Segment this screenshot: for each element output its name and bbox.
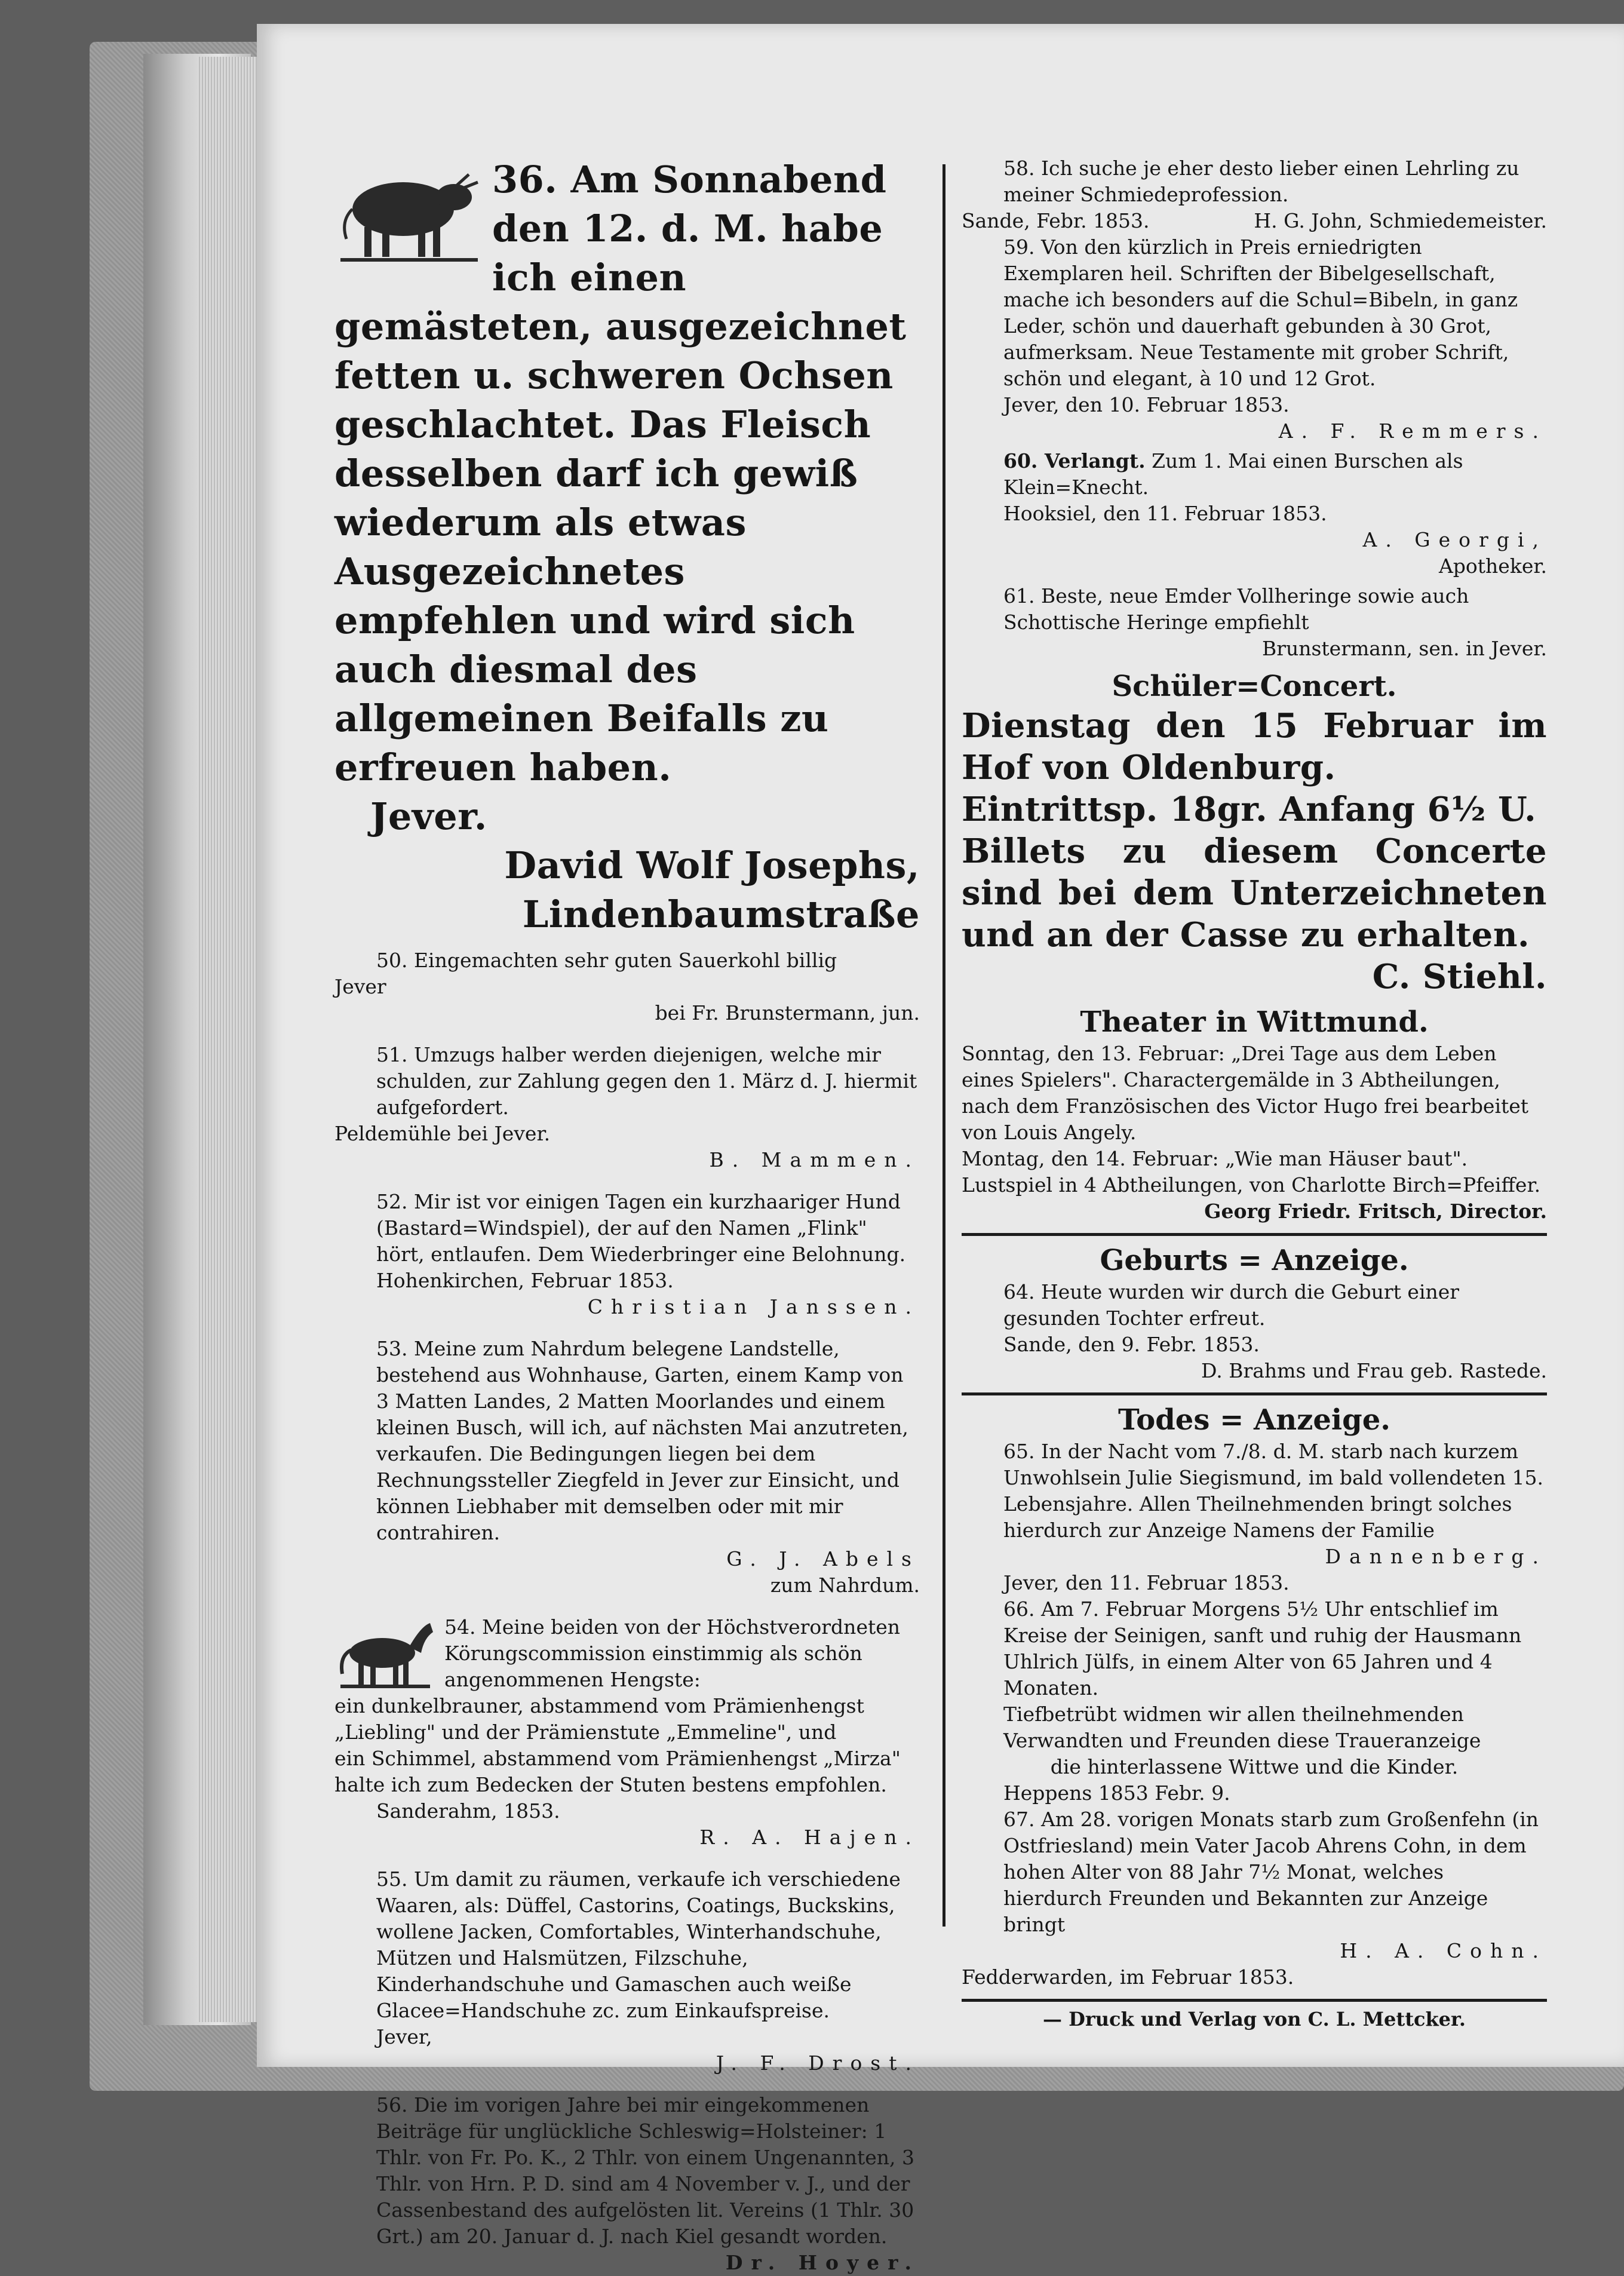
section-rule xyxy=(962,1233,1547,1236)
ad54-sign: R. A. Hajen. xyxy=(699,1826,920,1849)
theater-title: Theater in Wittmund. xyxy=(1080,1005,1429,1039)
ad60-body xyxy=(962,448,1547,501)
ad52-place: Hohenkirchen, Februar 1853. xyxy=(376,1269,674,1292)
ad56-text: 56. Die im vorigen Jahre bei mir eingekommenen Beiträge für unglückliche Schleswig=Holsteiner: 1 Thlr. von Fr. Po. K., 2 Thlr. von einem Ungenannten, 3 Thlr. von Hrn. P. D. sind am 4 November v. J., und der Cassenbestand des aufgelösten lit. Vereins (1 Thlr. 30 Grt.) am 20. Januar d. J. nach Kiel gesandt worden. xyxy=(376,2093,914,2248)
imprint-rule xyxy=(962,1999,1547,2002)
ad65-text: 65. In der Nacht vom 7./8. d. M. starb nach kurzem Unwohlsein Julie Siegismund, im bald vollendeten 15. Lebensjahre. Allen Theilnehmenden bringt solches hierdurch zur Anzeige Namens der Familie xyxy=(1003,1440,1543,1542)
birth-title: Geburts = Anzeige. xyxy=(1100,1244,1409,1277)
ad66-place: Heppens 1853 Febr. 9. xyxy=(1003,1781,1230,1805)
birth-text: 64. Heute wurden wir durch die Geburt einer gesunden Tochter erfreut. xyxy=(1003,1280,1460,1330)
theater-ad xyxy=(962,1004,1547,1225)
ad-58 xyxy=(962,155,1547,234)
ad36-street: Lindenbaumstraße xyxy=(522,892,920,936)
column-divider xyxy=(943,164,945,1927)
ad60-text: Zum 1. Mai einen Burschen als Klein=Knecht. xyxy=(1003,449,1463,499)
ad-50 xyxy=(334,947,920,1026)
ad58-sign: H. G. John, Schmiedemeister. xyxy=(1254,209,1547,232)
ad54-text: 54. Meine beiden von der Höchstverordneten Körungscommission einstimmig als schön angenommenen Hengste: xyxy=(444,1615,901,1691)
ad60-label: 60. Verlangt. xyxy=(1003,449,1146,473)
ad59-place: Jever, den 10. Februar 1853. xyxy=(1003,393,1290,416)
ad54-item1: ein dunkelbrauner, abstammend vom Prämienhengst „Liebling" und der Prämienstute „Emmeline", und xyxy=(334,1694,864,1744)
ad52-sign: Christian Janssen. xyxy=(587,1295,920,1318)
ad50-text: 50. Eingemachten sehr guten Sauerkohl billig xyxy=(376,949,837,972)
ad-55 xyxy=(334,1866,920,2076)
concert-ad xyxy=(962,668,1547,998)
ad58-place: Sande, Febr. 1853. xyxy=(962,209,1150,232)
ad53-sign2: zum Nahrdum. xyxy=(770,1573,920,1597)
ad-51 xyxy=(334,1042,920,1173)
theater-text1: Sonntag, den 13. Februar: „Drei Tage aus dem Leben eines Spielers". Charactergemälde in 3 Abtheilungen, nach dem Französischen des Victor Hugo frei bearbeitet von Louis Angely. xyxy=(962,1042,1529,1144)
ad-54 xyxy=(334,1614,920,1851)
right-column xyxy=(962,155,1547,2030)
ad66-text2: Tiefbetrübt widmen wir allen theilnehmenden Verwandten und Freunden diese Traueranzeige xyxy=(1003,1703,1481,1752)
ad56-sign: Dr. Hoyer. xyxy=(725,2251,920,2274)
ad-61 xyxy=(962,583,1547,662)
ad67-place: Fedderwarden, im Februar 1853. xyxy=(962,1965,1294,1989)
ad55-place: Jever, xyxy=(376,2025,432,2048)
ad61-sign: Brunstermann, sen. in Jever. xyxy=(1261,637,1547,660)
ad53-text: 53. Meine zum Nahrdum belegene Landstelle, bestehend aus Wohnhause, Garten, einem Kamp von 3 Matten Landes, 2 Matten Moorlandes und einem kleinen Busch, will ich, auf nächsten Mai anzutreten, verkaufen. Die Bedingungen liegen bei dem Rechnungssteller Ziegfeld in Jever zur Einsicht, und können Liebhaber mit demselben oder mit mir contrahiren. xyxy=(376,1337,908,1544)
ad-52 xyxy=(334,1189,920,1320)
theater-text2: Montag, den 14. Februar: „Wie man Häuser baut". Lustspiel in 4 Abtheilungen, von Charlotte Birch=Pfeiffer. xyxy=(962,1147,1541,1197)
ad58-text: 58. Ich suche je eher desto lieber einen Lehrling zu meiner Schmiedeprofession. xyxy=(1003,157,1519,206)
ad59-text: 59. Von den kürzlich in Preis erniedrigten Exemplaren heil. Schriften der Bibelgesellschaft, mache ich besonders auf die Schul=Bibeln, in ganz Leder, schön und dauerhaft gebunden à 30 Grot, aufmerksam. Neue Testamente mit grober Schrift, schön und elegant, à 10 und 12 Grot. xyxy=(1003,235,1518,390)
ad54-tail: halte ich zum Bedecken der Stuten bestens empfohlen. xyxy=(334,1773,887,1796)
ad36-name: David Wolf Josephs, xyxy=(504,843,920,887)
ad67-text: 67. Am 28. vorigen Monats starb zum Großenfehn (in Ostfriesland) mein Vater Jacob Ahrens Cohn, in dem hohen Alter von 88 Jahr 7½ Monat, welches hierdurch Freunden und Bekannten zur Anzeige bringt xyxy=(1003,1808,1539,1936)
ad65-place: Jever, den 11. Februar 1853. xyxy=(1003,1571,1290,1594)
horse-woodcut-icon xyxy=(334,1614,436,1692)
ad-60 xyxy=(962,448,1547,579)
ad51-place: Peldemühle bei Jever. xyxy=(334,1122,551,1145)
concert-line2: Eintrittsp. 18gr. Anfang 6½ U. xyxy=(962,790,1537,829)
ad58-footer xyxy=(962,208,1547,234)
death-notices xyxy=(962,1401,1547,1990)
ad67-sign: H. A. Cohn. xyxy=(1340,1939,1547,1962)
ad51-sign: B. Mammen. xyxy=(709,1148,920,1171)
ad50-sign: bei Fr. Brunstermann, jun. xyxy=(655,1001,920,1024)
ad36-place: Jever. xyxy=(370,795,487,838)
ad52-text: 52. Mir ist vor einigen Tagen ein kurzhaariger Hund (Bastard=Windspiel), der auf den Namen „Flink" hört, entlaufen. Dem Wiederbringer eine Belohnung. xyxy=(376,1190,906,1266)
left-column xyxy=(334,155,920,2276)
birth-notice xyxy=(962,1242,1547,1384)
ad-56 xyxy=(334,2092,920,2276)
theater-sign: Georg Friedr. Fritsch, Director. xyxy=(1204,1200,1547,1223)
ad51-text: 51. Umzugs halber werden diejenigen, welche mir schulden, zur Zahlung gegen den 1. März d. J. hiermit aufgefordert. xyxy=(376,1043,917,1119)
birth-sign: D. Brahms und Frau geb. Rastede. xyxy=(1201,1359,1547,1382)
ad61-text: 61. Beste, neue Emder Vollheringe sowie auch Schottische Heringe empfiehlt xyxy=(1003,584,1469,634)
ad66-sign: die hinterlassene Wittwe und die Kinder. xyxy=(1050,1755,1459,1778)
ad54-item2: ein Schimmel, abstammend vom Prämienhengst „Mirza" xyxy=(334,1747,901,1770)
ad53-sign: G. J. Abels xyxy=(726,1547,920,1570)
ox-woodcut-icon xyxy=(334,155,484,269)
imprint: — Druck und Verlag von C. L. Mettcker. xyxy=(1042,2008,1466,2030)
ad50-place: Jever xyxy=(334,975,386,998)
ad60-sign2: Apotheker. xyxy=(1438,554,1547,578)
ad-59 xyxy=(962,234,1547,444)
ad54-place: Sanderahm, 1853. xyxy=(376,1799,560,1823)
ad60-place: Hooksiel, den 11. Februar 1853. xyxy=(1003,502,1327,525)
ad59-sign: A. F. Remmers. xyxy=(1278,419,1547,443)
birth-place: Sande, den 9. Febr. 1853. xyxy=(1003,1333,1260,1356)
concert-sign: C. Stiehl. xyxy=(1372,957,1547,996)
section-rule xyxy=(962,1392,1547,1395)
ad65-sign: Dannenberg. xyxy=(1325,1545,1547,1568)
ad60-sign: A. Georgi, xyxy=(1362,528,1547,551)
ad66-text: 66. Am 7. Februar Morgens 5½ Uhr entschlief im Kreise der Seinigen, sanft und ruhig der Hausmann Uhlrich Jülfs, in einem Alter von 65 Jahren und 4 Monaten. xyxy=(1003,1597,1522,1700)
death-title: Todes = Anzeige. xyxy=(1118,1403,1390,1437)
concert-title: Schüler=Concert. xyxy=(1112,670,1397,703)
ad36-body: 36. Am Sonnabend den 12. d. M. habe ich einen gemästeten, ausgezeichnet fetten u. schweren Ochsen geschlachtet. Das Fleisch desselben darf ich gewiß wiederum als etwas Ausgezeichnetes empfehlen und wird sich auch diesmal des allgemeinen Beifalls zu erfreuen haben. xyxy=(334,158,907,789)
concert-line3: Billets zu diesem Concerte sind bei dem Unterzeichneten und an der Casse zu erhalten. xyxy=(962,832,1547,955)
ad-53 xyxy=(334,1336,920,1599)
concert-line1: Dienstag den 15 Februar im Hof von Oldenburg. xyxy=(962,706,1547,787)
ad55-sign: J. F. Drost. xyxy=(716,2051,920,2075)
ad55-text: 55. Um damit zu räumen, verkaufe ich verschiedene Waaren, als: Düffel, Castorins, Coatings, Buckskins, wollene Jacken, Comfortables, Winterhandschuhe, Mützen und Halsmützen, Filzschuhe, Kinderhandschuhe und Gamaschen auch weiße Glacee=Handschuhe zc. zum Einkaufspreise. xyxy=(376,1867,901,2022)
ad-36 xyxy=(334,155,920,939)
